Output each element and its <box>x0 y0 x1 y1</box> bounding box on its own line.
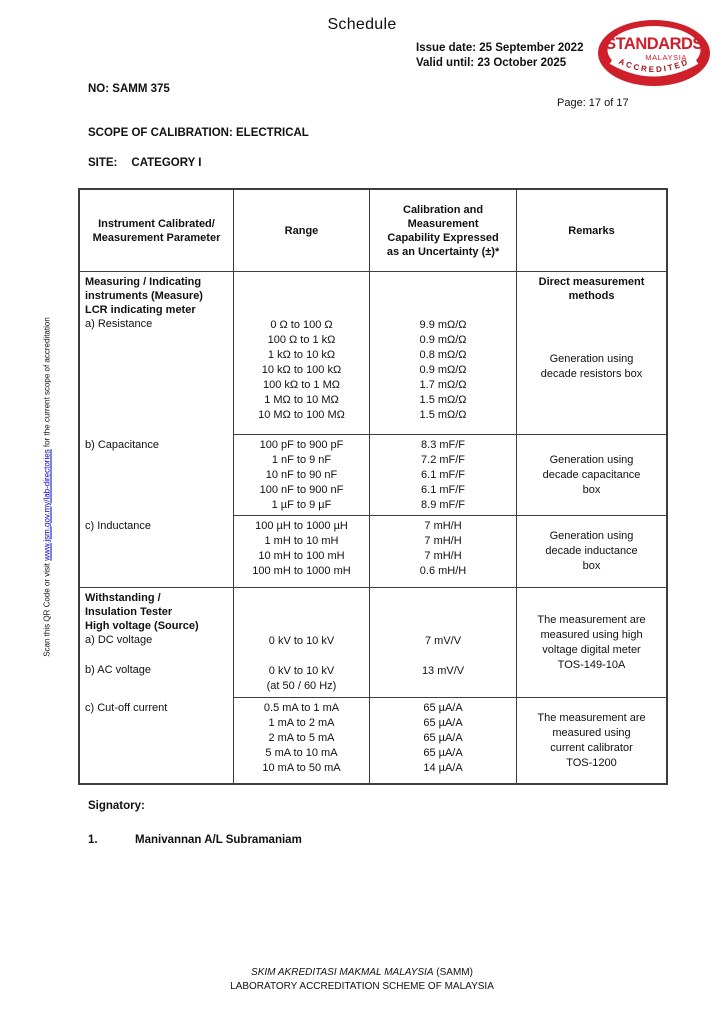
cell-remarks-inductance: Generation using decade inductance box <box>517 516 666 588</box>
issue-date: Issue date: 25 September 2022 <box>416 42 584 54</box>
calibration-table <box>78 188 668 785</box>
site-value: CATEGORY I <box>131 157 202 169</box>
signatory-number: 1. <box>88 834 98 846</box>
cell-parameter-capacitance: b) Capacitance <box>80 435 234 516</box>
standards-malaysia-logo <box>596 18 712 88</box>
sidebar-note-prefix: Scan this QR Code or visit <box>42 560 52 657</box>
footer-line1 <box>0 966 724 980</box>
footer-samm-malay: SKIM AKREDITASI MAKMAL MALAYSIA <box>251 967 434 978</box>
parameter-resistance: a) Resistance <box>85 318 153 330</box>
table-row-cutoff-current <box>80 698 666 783</box>
signatory-entry <box>88 834 302 846</box>
cell-parameter-resistance <box>80 272 234 435</box>
valid-until: Valid until: 23 October 2025 <box>416 57 567 69</box>
cell-cmc-resistance: 9.9 mΩ/Ω 0.9 mΩ/Ω 0.8 mΩ/Ω 0.9 mΩ/Ω 1.7 mΩ/Ω 1.5 mΩ/Ω 1.5 mΩ/Ω <box>370 272 517 435</box>
scope-of-calibration: SCOPE OF CALIBRATION: ELECTRICAL <box>88 127 309 139</box>
sidebar-accreditation-note <box>43 317 52 657</box>
page-title: Schedule <box>327 16 397 33</box>
remarks-direct-measurement: Direct measurement methods <box>538 276 645 302</box>
header-range: Range <box>234 190 370 272</box>
logo-standards-text: STANDARDS <box>605 35 703 53</box>
certificate-number: NO: SAMM 375 <box>88 83 170 95</box>
cell-remarks-cutoff: The measurement are measured using current calibrator TOS-1200 <box>537 711 646 769</box>
cell-remarks-resistance <box>517 272 666 435</box>
signatory-name: Manivannan A/L Subramaniam <box>135 834 302 846</box>
remarks-resistance-generation: Generation using decade resistors box <box>540 353 643 380</box>
header-instrument-parameter: Instrument Calibrated/ Measurement Parameter <box>80 190 234 272</box>
page-number: Page: 17 of 17 <box>557 97 629 109</box>
cell-range-cutoff: 0.5 mA to 1 mA 1 mA to 2 mA 2 mA to 5 mA 5 mA to 10 mA 10 mA to 50 mA <box>234 698 370 783</box>
issue-validity-block <box>416 41 583 71</box>
cell-parameter-voltage <box>80 588 234 698</box>
logo-accredited-arc: ACCREDITED <box>617 56 691 75</box>
sidebar-note-suffix: for the current scope of accreditation <box>42 317 52 450</box>
header-remarks: Remarks <box>517 190 666 272</box>
lab-directories-link[interactable]: www.jsm.gov.my/lab-directories <box>42 449 52 561</box>
logo-malaysia-text: MALAYSIA <box>645 53 687 62</box>
page-footer <box>0 966 724 994</box>
cell-range-voltage: 0 kV to 10 kV 0 kV to 10 kV (at 50 / 60 Hz) <box>234 588 370 698</box>
group-title-withstanding: Withstanding / Insulation Tester High voltage (Source) <box>85 592 199 632</box>
footer-samm-abbrev: (SAMM) <box>433 967 473 978</box>
table-row-high-voltage <box>80 588 666 698</box>
cell-parameter-cutoff: c) Cut-off current <box>80 698 234 783</box>
cell-cmc-capacitance: 8.3 mF/F 7.2 mF/F 6.1 mF/F 6.1 mF/F 8.9 mF/F <box>370 435 517 516</box>
group-title-lcr: Measuring / Indicating instruments (Measure) LCR indicating meter <box>85 276 203 316</box>
cell-cmc-cutoff: 65 µA/A 65 µA/A 65 µA/A 65 µA/A 14 µA/A <box>370 698 517 783</box>
signatory-label: Signatory: <box>88 800 145 812</box>
cell-parameter-inductance: c) Inductance <box>80 516 234 588</box>
parameter-dc-ac-voltage: a) DC voltage b) AC voltage <box>85 634 153 676</box>
header-cmc-uncertainty: Calibration and Measurement Capability Expressed as an Uncertainty (±)* <box>370 190 517 272</box>
table-row-capacitance <box>80 435 666 516</box>
cell-remarks-capacitance: Generation using decade capacitance box <box>517 435 666 516</box>
cell-range-capacitance: 100 pF to 900 pF 1 nF to 9 nF 10 nF to 90 nF 100 nF to 900 nF 1 µF to 9 µF <box>234 435 370 516</box>
table-header-row <box>80 190 666 272</box>
site-line <box>88 157 201 169</box>
footer-line2: LABORATORY ACCREDITATION SCHEME OF MALAYSIA <box>230 981 494 992</box>
cell-cmc-inductance: 7 mH/H 7 mH/H 7 mH/H 0.6 mH/H <box>370 516 517 588</box>
cell-range-inductance: 100 µH to 1000 µH 1 mH to 10 mH 10 mH to 100 mH 100 mH to 1000 mH <box>234 516 370 588</box>
cell-cmc-voltage: 7 mV/V 13 mV/V <box>370 588 517 698</box>
cell-remarks-voltage: The measurement are measured using high voltage digital meter TOS-149-10A <box>517 588 666 698</box>
table-row-resistance <box>80 272 666 435</box>
site-label: SITE: <box>88 157 118 169</box>
cell-range-resistance: 0 Ω to 100 Ω 100 Ω to 1 kΩ 1 kΩ to 10 kΩ 10 kΩ to 100 kΩ 100 kΩ to 1 MΩ 1 MΩ to 10 MΩ 10 MΩ to 100 MΩ <box>234 272 370 435</box>
table-row-inductance <box>80 516 666 588</box>
